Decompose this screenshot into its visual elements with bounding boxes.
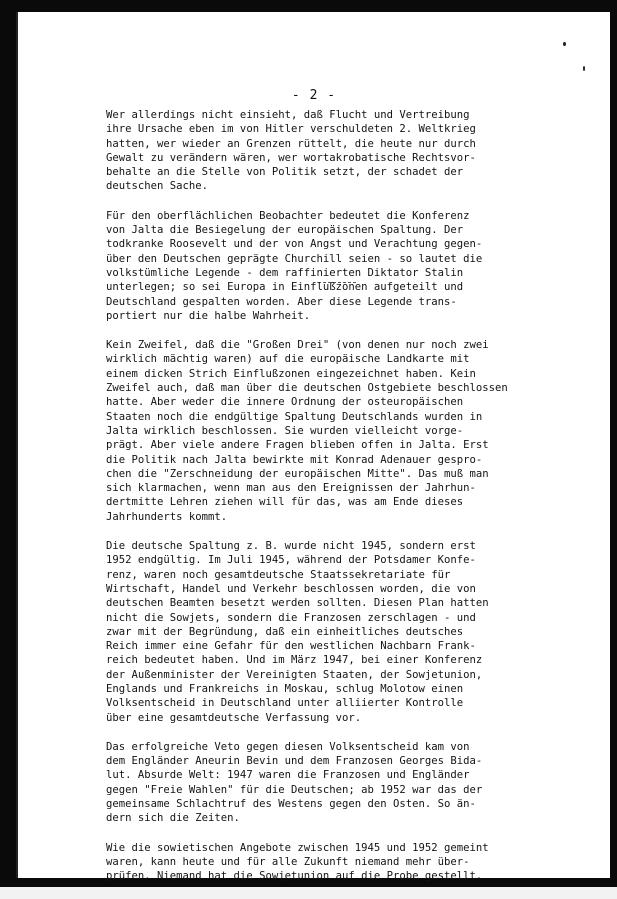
text-line: nicht die Sowjets, sondern die Franzosen zerschlagen - und [106,611,476,624]
text-line: Zweifel auch, daß man über die deutschen Ostgebiete beschlossen [106,382,508,395]
text-line: Deutschland gespalten worden. Aber diese Legende trans- [106,295,457,308]
text-line: über eine gesamtdeutsche Verfassung vor. [106,711,362,724]
text-line: behalte an die Stelle von Politik setzt, der schadet der [106,166,464,179]
text-line: Volksentscheid in Deutschland unter alliierter Kontrolle [106,697,464,710]
text-line: prägt. Aber viele andere Fragen blieben offen in Jalta. Erst [106,439,489,452]
text-line: todkranke Roosevelt und der von Angst und Verachtung gegen- [106,238,483,251]
text-line: hatte. Aber weder die innere Ordnung der osteuropäischen [106,396,464,409]
text-line: Jahrhunderts kommt. [106,510,228,523]
text-line: zwar mit der Begründung, daß ein einheitliches deutsches [106,625,464,638]
text-line: der Außenminister der Vereinigten Staaten, der Sowjetunion, [106,668,483,681]
scan-speck [583,66,585,71]
text-line: gegen "Freie Wahlen" für die Deutschen; ab 1952 war das der [106,783,483,796]
text-line: Wer allerdings nicht einsieht, daß Flucht und Vertreibung [106,109,470,121]
text-line: volkstümliche Legende - dem raffinierten Diktator Stalin [106,266,464,279]
text-line: Jalta wirklich beschlossen. Sie wurden vielleicht vorge- [106,424,464,437]
text-line: sich klarmachen, wenn man aus den Ereignissen der Jahrhun- [106,482,476,495]
text-line: Englands und Frankreichs in Moskau, schlug Molotow einen [106,682,464,695]
text-line: chen die "Zerschneidung der europäischen Mitte". Das muß man [106,467,489,480]
paragraph [106,108,536,194]
text-line: hatten, wer wieder an Grenzen rüttelt, die heute nur durch [106,137,476,150]
text-line: lut. Absurde Welt: 1947 waren die Franzosen und Engländer [106,769,470,782]
text-line: einem dicken Strich Einflußzonen eingezeichnet haben. Kein [106,367,476,380]
text-line: reich bedeutet haben. Und im März 1947, bei einer Konferenz [106,654,483,667]
text-line: Für den oberflächlichen Beobachter bedeutet die Konferenz [106,209,470,222]
paragraph [106,539,536,725]
text-line: unterlegen; so sei Europa in Einflußzonen aufgeteilt und [106,281,464,294]
text-line: deutschen Sache. [106,180,209,193]
document-page [16,12,610,883]
text-line: über den Deutschen geprägte Churchill seien - so lautet die [106,252,483,265]
paragraph [106,338,536,524]
text-line: Gewalt zu verändern wären, wer wortakrobatische Rechtsvor- [106,151,476,164]
paragraph [106,841,536,884]
text-line: dern sich die Zeiten. [106,812,240,825]
text-line: renz, waren noch gesamtdeutsche Staatssekretariate für [106,568,451,581]
text-line: Wie die sowietischen Angebote zwischen 1945 und 1952 gemeint [106,841,489,854]
text-line: gemeinsame Schlachtruf des Westens gegen den Osten. So än- [106,798,476,811]
text-line: 1952 endgültig. Im Juli 1945, während der Potsdamer Konfe- [106,554,476,567]
text-line: Staaten noch die endgültige Spaltung Deutschlands wurden in [106,410,483,423]
text-line: waren, kann heute und für alle Zukunft niemand mehr über- [106,855,470,868]
text-line: Kein Zweifel, daß die "Großen Drei" (von denen nur noch zwei [106,339,489,352]
text-line: portiert nur die halbe Wahrheit. [106,309,311,322]
text-line: von Jalta die Besiegelung der europäischen Spaltung. Der [106,224,464,237]
body-text [106,108,536,899]
text-line: prüfen. Niemand hat die Sowjetunion auf die Probe gestellt. [106,870,483,883]
scan-speck [563,42,566,46]
text-line: deutschen Beamten besetzt werden sollten. Diesen Plan hatten [106,597,489,610]
paragraph [106,209,536,323]
text-line: die Politik nach Jalta bewirkte mit Konrad Adenauer gespro- [106,453,483,466]
text-line: ihre Ursache eben im von Hitler verschuldeten 2. Weltkrieg [106,123,476,136]
text-line: dem Engländer Aneurin Bevin und dem Franzosen Georges Bida- [106,755,483,768]
text-line: wirklich mächtig waren) auf die europäische Landkarte mit [106,353,470,366]
text-line: dertmitte Lehren ziehen will für das, was am Ende dieses [106,496,464,509]
paragraph [106,740,536,826]
text-line: Das erfolgreiche Veto gegen diesen Volksentscheid kam von [106,740,470,753]
page-number: - 2 - [291,88,337,103]
text-line: Wirtschaft, Handel und Verkehr beschlossen worden, die von [106,582,476,595]
text-line: Die deutsche Spaltung z. B. wurde nicht 1945, sondern erst [106,540,476,553]
text-line: Reich immer eine Gefahr für den westlichen Nachbarn Frank- [106,640,476,653]
